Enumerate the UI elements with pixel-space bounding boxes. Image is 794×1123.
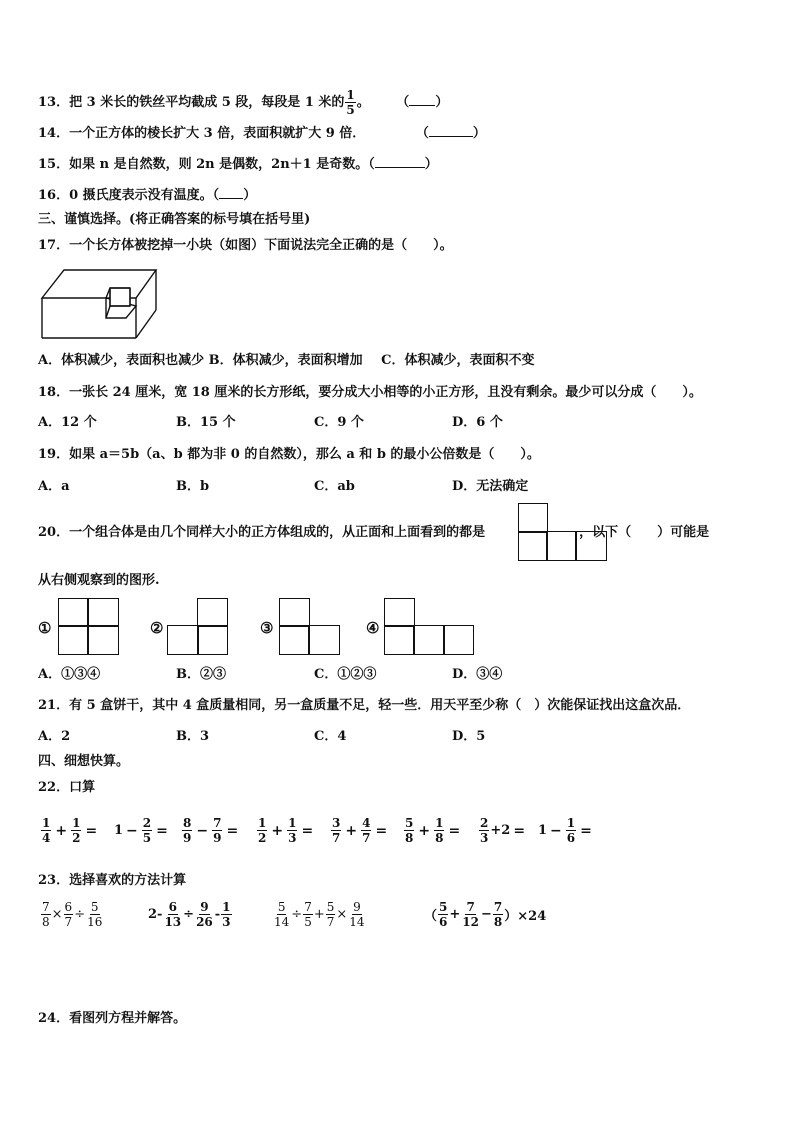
question-18	[38, 384, 702, 402]
option-c[interactable]: C．体积减少，表面积不变	[381, 353, 535, 368]
question-number: 19．	[38, 447, 70, 462]
question-14	[38, 124, 486, 143]
question-number: 24．	[38, 1011, 70, 1026]
question-text: 一个组合体是由几个同样大小的正方体组成的，从正面和上面看到的都是	[69, 525, 486, 540]
question-22	[38, 779, 95, 797]
option-c[interactable]: C．ab	[314, 479, 355, 494]
question-23	[38, 872, 186, 890]
question-number: 18．	[38, 385, 70, 400]
answer-blank[interactable]	[429, 124, 473, 137]
question-number: 13．	[38, 95, 70, 110]
question-text: 0 摄氏度表示没有温度。	[69, 188, 213, 203]
question-number: 14．	[38, 126, 70, 141]
figure-label-3: ③	[260, 619, 274, 637]
question-number: 23．	[38, 873, 70, 888]
mental-math-8: 1 − $\frac{1}{6}$ =	[538, 816, 592, 845]
option-b[interactable]: B．15 个	[176, 415, 236, 430]
option-b[interactable]: B．②③	[176, 667, 226, 682]
answer-paren[interactable]: （ ）	[415, 126, 486, 141]
question-15	[38, 155, 438, 174]
question-text: 一张长 24 厘米，宽 18 厘米的长方形纸，要分成大小相等的小正方形，且没有剩余。最少可以分成（ ）。	[69, 385, 702, 400]
mental-math-7: $\frac{2}{3}$ +2 =	[480, 816, 526, 845]
fraction: $\frac{1}{5}$	[346, 88, 355, 117]
mental-math-1: $\frac{1}{4}$ + $\frac{1}{2}$ =	[42, 816, 98, 845]
section-heading-4: 四、细想快算。	[38, 754, 130, 769]
question-17	[38, 237, 453, 255]
answer-blank[interactable]	[219, 186, 243, 199]
mental-math-2: 1 − $\frac{2}{5}$ =	[114, 816, 168, 845]
question-20: 20．一个组合体是由几个同样大小的正方体组成的，从正面和上面看到的都是 ，以下（ ）可能是	[38, 525, 710, 540]
question-20-continued: 从右侧观察到的图形.	[38, 573, 160, 588]
options-17	[38, 352, 535, 370]
option-a[interactable]: A．①③④	[38, 667, 101, 682]
question-text: 如果 a＝5b（a、b 都为非 0 的自然数），那么 a 和 b 的最小公倍数是（ ）。	[69, 447, 540, 462]
question-text: 把 3 米长的铁丝平均截成 5 段，每段是 1 米的	[69, 95, 345, 110]
option-b[interactable]: B．b	[176, 479, 210, 494]
mental-math-5: $\frac{3}{7}$ + $\frac{4}{7}$ =	[332, 816, 388, 845]
mental-math-4: $\frac{1}{2}$ + $\frac{1}{3}$ =	[258, 816, 314, 845]
section-heading-3: 三、谨慎选择。(将正确答案的标号填在括号里)	[38, 212, 311, 227]
question-number: 20．	[38, 525, 70, 540]
question-title: 口算	[69, 780, 96, 795]
answer-paren[interactable]: （ ）	[396, 95, 449, 110]
option-d[interactable]: D．③④	[452, 667, 503, 682]
question-text: 有 5 盒饼干，其中 4 盒质量相同，另一盒质量不足，轻一些．用天平至少称（ ）次能保证找出这盒次品．	[69, 698, 691, 713]
option-c[interactable]: C．4	[314, 729, 347, 744]
view-cell	[575, 531, 607, 561]
option-b[interactable]: B．体积减少，表面积增加	[208, 353, 363, 368]
figure-label-4: ④	[366, 619, 380, 637]
question-number: 17．	[38, 238, 70, 253]
question-text: 一个长方体被挖掉一小块（如图）下面说法完全正确的是（ ）。	[69, 238, 453, 253]
answer-paren[interactable]: （ ）	[212, 188, 257, 203]
question-19	[38, 446, 540, 464]
answer-paren[interactable]: （ ）	[368, 157, 438, 172]
question-number: 16．	[38, 188, 70, 203]
question-text: 如果 n 是自然数，则 2n 是偶数，2n＋1 是奇数。	[69, 157, 369, 172]
figure-label-1: ①	[38, 619, 52, 637]
option-a[interactable]: A．2	[38, 729, 71, 744]
option-c[interactable]: C．9 个	[314, 415, 364, 430]
view-cell	[546, 531, 577, 561]
question-number: 22．	[38, 780, 70, 795]
mental-math-3: $\frac{8}{9}$ − $\frac{7}{9}$ =	[183, 816, 239, 845]
mental-math-6: $\frac{5}{8}$ + $\frac{1}{8}$ =	[405, 816, 461, 845]
view-cell	[518, 531, 548, 561]
expression-1: $\frac{7}{8}$ × $\frac{6}{7}$ ÷ $\frac{5}{16}$	[42, 900, 103, 929]
answer-blank[interactable]	[375, 155, 425, 168]
question-number: 21．	[38, 698, 70, 713]
option-a[interactable]: A．12 个	[38, 415, 97, 430]
question-text: 看图列方程并解答。	[69, 1011, 187, 1026]
question-text: 一个正方体的棱长扩大 3 倍，表面积就扩大 9 倍．	[69, 126, 366, 141]
option-b[interactable]: B．3	[176, 729, 210, 744]
option-d[interactable]: D．5	[452, 729, 486, 744]
option-d[interactable]: D．无法确定	[452, 479, 529, 494]
question-13: 13．把 3 米长的铁丝平均截成 5 段，每段是 1 米的 $\frac{1}{5}$ 。 （ ）	[38, 88, 449, 117]
view-cell	[518, 503, 548, 533]
expression-4: （ $\frac{5}{6}$ + $\frac{7}{12}$ − $\frac{7}{8}$ ）×24	[424, 900, 547, 929]
question-number: 15．	[38, 157, 70, 172]
cuboid-with-notch-figure	[40, 268, 160, 340]
option-a[interactable]: A．a	[38, 479, 70, 494]
answer-blank[interactable]	[409, 93, 435, 106]
question-24	[38, 1010, 186, 1028]
option-d[interactable]: D．6 个	[452, 415, 503, 430]
question-21	[38, 697, 690, 715]
option-a[interactable]: A．体积减少，表面积也减少	[38, 353, 205, 368]
option-c[interactable]: C．①②③	[314, 667, 377, 682]
expression-2: 2- $\frac{6}{13}$ ÷ $\frac{9}{26}$ - $\frac{1}{3}$	[148, 900, 231, 929]
question-16	[38, 186, 256, 205]
figure-label-2: ②	[150, 619, 164, 637]
expression-3: $\frac{5}{14}$ ÷ $\frac{7}{5}$ + $\frac{5}{7}$ × $\frac{9}{14}$	[274, 900, 365, 929]
question-title: 选择喜欢的方法计算	[69, 873, 187, 888]
